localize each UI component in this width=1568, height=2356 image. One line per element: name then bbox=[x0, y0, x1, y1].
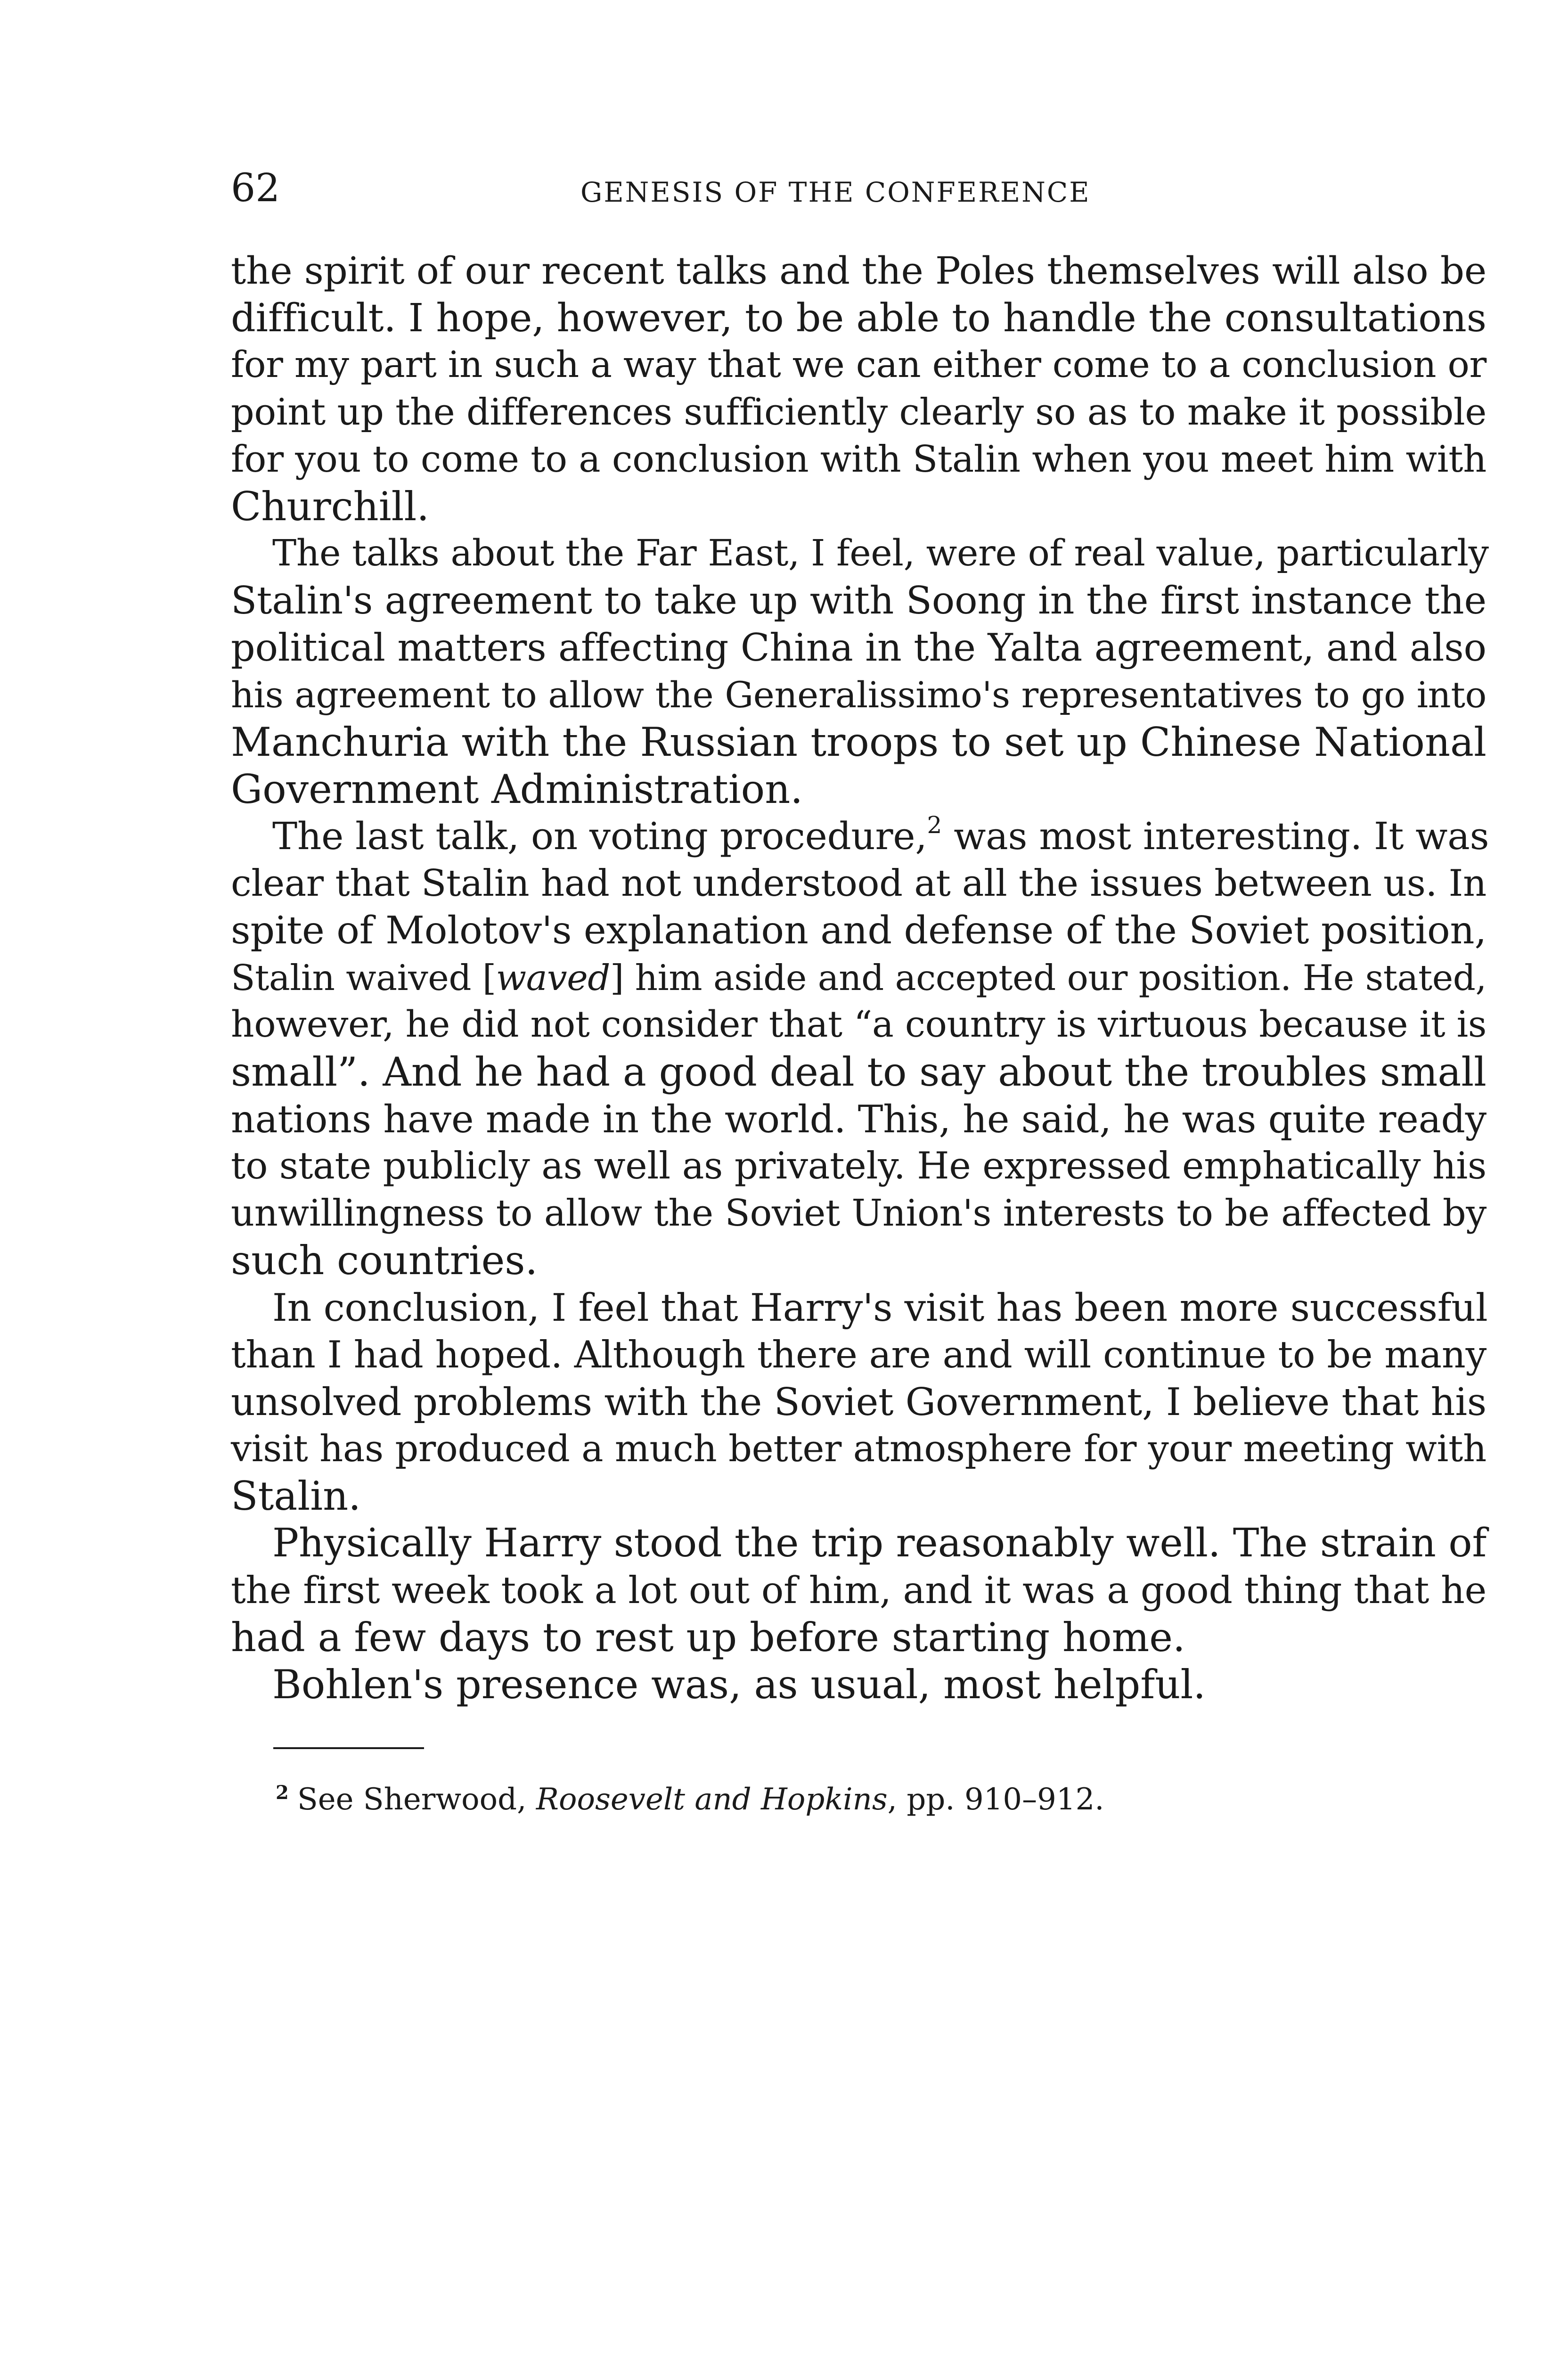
text-line: unwillingness to allow the Soviet Union's interests to be affected by bbox=[231, 1192, 1486, 1235]
text-segment: Stalin waived [ bbox=[231, 957, 496, 998]
paragraph-4 bbox=[231, 1284, 1486, 1520]
paragraph-6 bbox=[231, 1661, 1486, 1708]
text-line: Manchuria with the Russian troops to set up Chinese National bbox=[231, 719, 1486, 765]
text-line: point up the differences sufficiently clearly so as to make it possible bbox=[231, 391, 1486, 434]
paragraph-3 bbox=[231, 811, 1489, 1284]
text-line: Stalin. bbox=[231, 1473, 361, 1519]
text-line: Physically Harry stood the trip reasonably well. The strain of bbox=[272, 1520, 1487, 1566]
text-line: clear that Stalin had not understood at all the issues between us. In bbox=[231, 862, 1486, 905]
page-number: 62 bbox=[231, 166, 280, 211]
text-line: than I had hoped. Although there are and will continue to be many bbox=[231, 1333, 1486, 1376]
text-segment: The last talk, on voting procedure, bbox=[272, 814, 927, 858]
text-line bbox=[231, 954, 1486, 1001]
text-line: spite of Molotov's explanation and defense of the Soviet position, bbox=[231, 908, 1486, 953]
running-head: GENESIS OF THE CONFERENCE bbox=[580, 176, 1091, 208]
text-line: for my part in such a way that we can either come to a conclusion or bbox=[231, 344, 1486, 386]
text-line: difficult. I hope, however, to be able to handle the consultations bbox=[231, 295, 1486, 341]
text-line: had a few days to rest up before starting home. bbox=[231, 1614, 1185, 1661]
text-line: the first week took a lot out of him, and it was a good thing that he bbox=[231, 1569, 1486, 1612]
text-line: unsolved problems with the Soviet Government, I believe that his bbox=[231, 1380, 1486, 1424]
footnote-marker: 2 bbox=[276, 1782, 289, 1804]
footnote-reference: 2 bbox=[927, 811, 942, 839]
paragraph-1 bbox=[231, 247, 1486, 530]
text-line: Churchill. bbox=[231, 483, 430, 530]
text-segment: was most interesting. It was bbox=[942, 814, 1489, 858]
text-line: the spirit of our recent talks and the Poles themselves will also be bbox=[231, 249, 1486, 293]
text-line: nations have made in the world. This, he said, he was quite ready bbox=[231, 1097, 1486, 1141]
editorial-correction: waved bbox=[496, 957, 610, 998]
footnote-book-title: Roosevelt and Hopkins bbox=[536, 1782, 888, 1817]
page-header bbox=[231, 160, 1484, 217]
footnote-divider bbox=[273, 1747, 424, 1749]
text-line: Bohlen's presence was, as usual, most helpful. bbox=[272, 1661, 1206, 1708]
text-line: Stalin's agreement to take up with Soong in the first instance the bbox=[231, 579, 1486, 623]
text-line: such countries. bbox=[231, 1237, 538, 1284]
footnote-pages: , pp. 910–912. bbox=[887, 1782, 1104, 1817]
text-line: his agreement to allow the Generalissimo's representatives to go into bbox=[231, 674, 1486, 716]
footnote-text: See Sherwood, bbox=[297, 1782, 536, 1817]
body-text bbox=[231, 247, 1489, 1708]
paragraph-5 bbox=[231, 1520, 1486, 1661]
text-line: however, he did not consider that “a country is virtuous because it is bbox=[231, 1004, 1486, 1046]
text-line: to state publicly as well as privately. He expressed emphatically his bbox=[231, 1145, 1486, 1187]
text-segment: ] him aside and accepted our position. He stated, bbox=[610, 957, 1486, 998]
text-line: Government Administration. bbox=[231, 766, 803, 812]
text-line: for you to come to a conclusion with Stalin when you meet him with bbox=[231, 438, 1486, 481]
text-line: In conclusion, I feel that Harry's visit has been more successful bbox=[272, 1285, 1488, 1330]
paragraph-2 bbox=[231, 530, 1489, 813]
footnote bbox=[276, 1772, 1104, 1821]
text-line: The talks about the Far East, I feel, were of real value, particularly bbox=[272, 532, 1489, 574]
text-line bbox=[231, 811, 1489, 860]
text-line: political matters affecting China in the Yalta agreement, and also bbox=[231, 626, 1486, 670]
text-line: visit has produced a much better atmosphere for your meeting with bbox=[231, 1428, 1486, 1470]
text-line: small”. And he had a good deal to say about the troubles small bbox=[231, 1049, 1486, 1095]
